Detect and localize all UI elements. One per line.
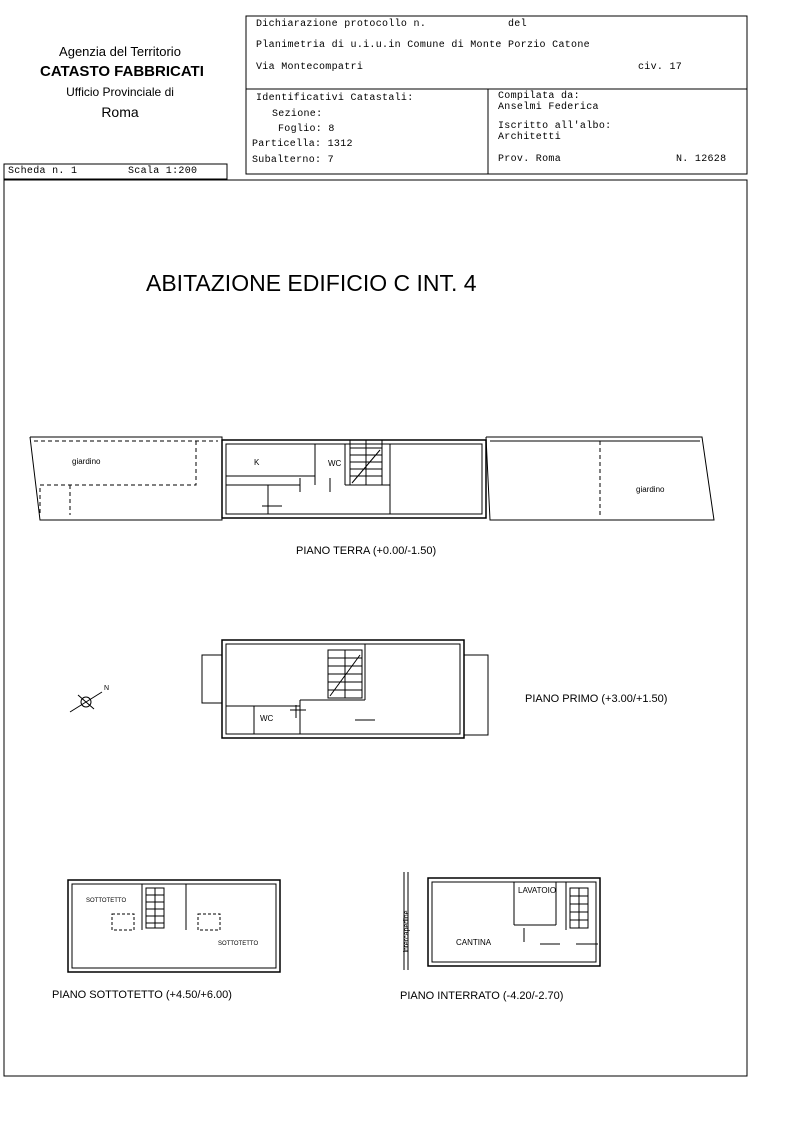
interrato-caption: PIANO INTERRATO (-4.20/-2.70) — [400, 990, 564, 1002]
agency-line3: Ufficio Provinciale di — [66, 85, 174, 99]
dichiarazione: Dichiarazione protocollo n. — [256, 19, 427, 30]
numero-albo: N. 12628 — [676, 154, 727, 165]
scheda-number: Scheda n. 1 — [8, 166, 78, 177]
particella: Particella: 1312 — [252, 139, 353, 150]
terra-room-wc: WC — [328, 459, 342, 468]
north-label: N — [104, 685, 110, 692]
plan-terra — [30, 437, 714, 520]
terra-giardino-left: giardino — [72, 457, 101, 466]
sottotetto-label1: SOTTOTETTO — [86, 898, 127, 904]
albo-title: Iscritto all'albo: — [498, 121, 612, 132]
agency-line1: Agenzia del Territorio — [59, 44, 181, 59]
north-arrow — [70, 692, 102, 712]
interrato-intercapedine: intercapedine — [403, 910, 411, 953]
terra-room-k: K — [254, 458, 260, 467]
main-frame — [4, 180, 747, 1076]
terra-giardino-right: giardino — [636, 485, 665, 494]
identificativi-title: Identificativi Catastali: — [256, 93, 414, 104]
foglio: Foglio: 8 — [278, 124, 335, 135]
plan-interrato — [404, 872, 600, 970]
terra-caption: PIANO TERRA (+0.00/-1.50) — [296, 545, 437, 557]
interrato-lavatoio: LAVATOIO — [518, 886, 557, 895]
subalterno: Subalterno: 7 — [252, 155, 334, 166]
scheda-scala: Scala 1:200 — [128, 166, 198, 177]
primo-caption: PIANO PRIMO (+3.00/+1.50) — [525, 693, 668, 705]
page-title: ABITAZIONE EDIFICIO C INT. 4 — [146, 270, 477, 296]
compilata-title: Compilata da: — [498, 91, 580, 102]
via: Via Montecompatri — [256, 62, 364, 73]
plan-sottotetto — [68, 880, 280, 972]
agency-line2: CATASTO FABBRICATI — [40, 63, 204, 80]
sezione: Sezione: — [272, 109, 323, 120]
interrato-cantina: CANTINA — [456, 938, 492, 947]
plan-primo — [202, 640, 488, 738]
civico: civ. 17 — [638, 62, 683, 73]
planimetria: Planimetria di u.i.u.in Comune di Monte Porzio Catone — [256, 40, 590, 51]
compilata-name: Anselmi Federica — [498, 102, 599, 113]
primo-room-wc: WC — [260, 714, 274, 723]
agency-line4: Roma — [101, 104, 139, 120]
albo-value: Architetti — [498, 132, 562, 143]
sottotetto-label2: SOTTOTETTO — [218, 941, 259, 947]
sottotetto-caption: PIANO SOTTOTETTO (+4.50/+6.00) — [52, 989, 232, 1001]
del: del — [508, 19, 527, 30]
provincia: Prov. Roma — [498, 154, 562, 165]
